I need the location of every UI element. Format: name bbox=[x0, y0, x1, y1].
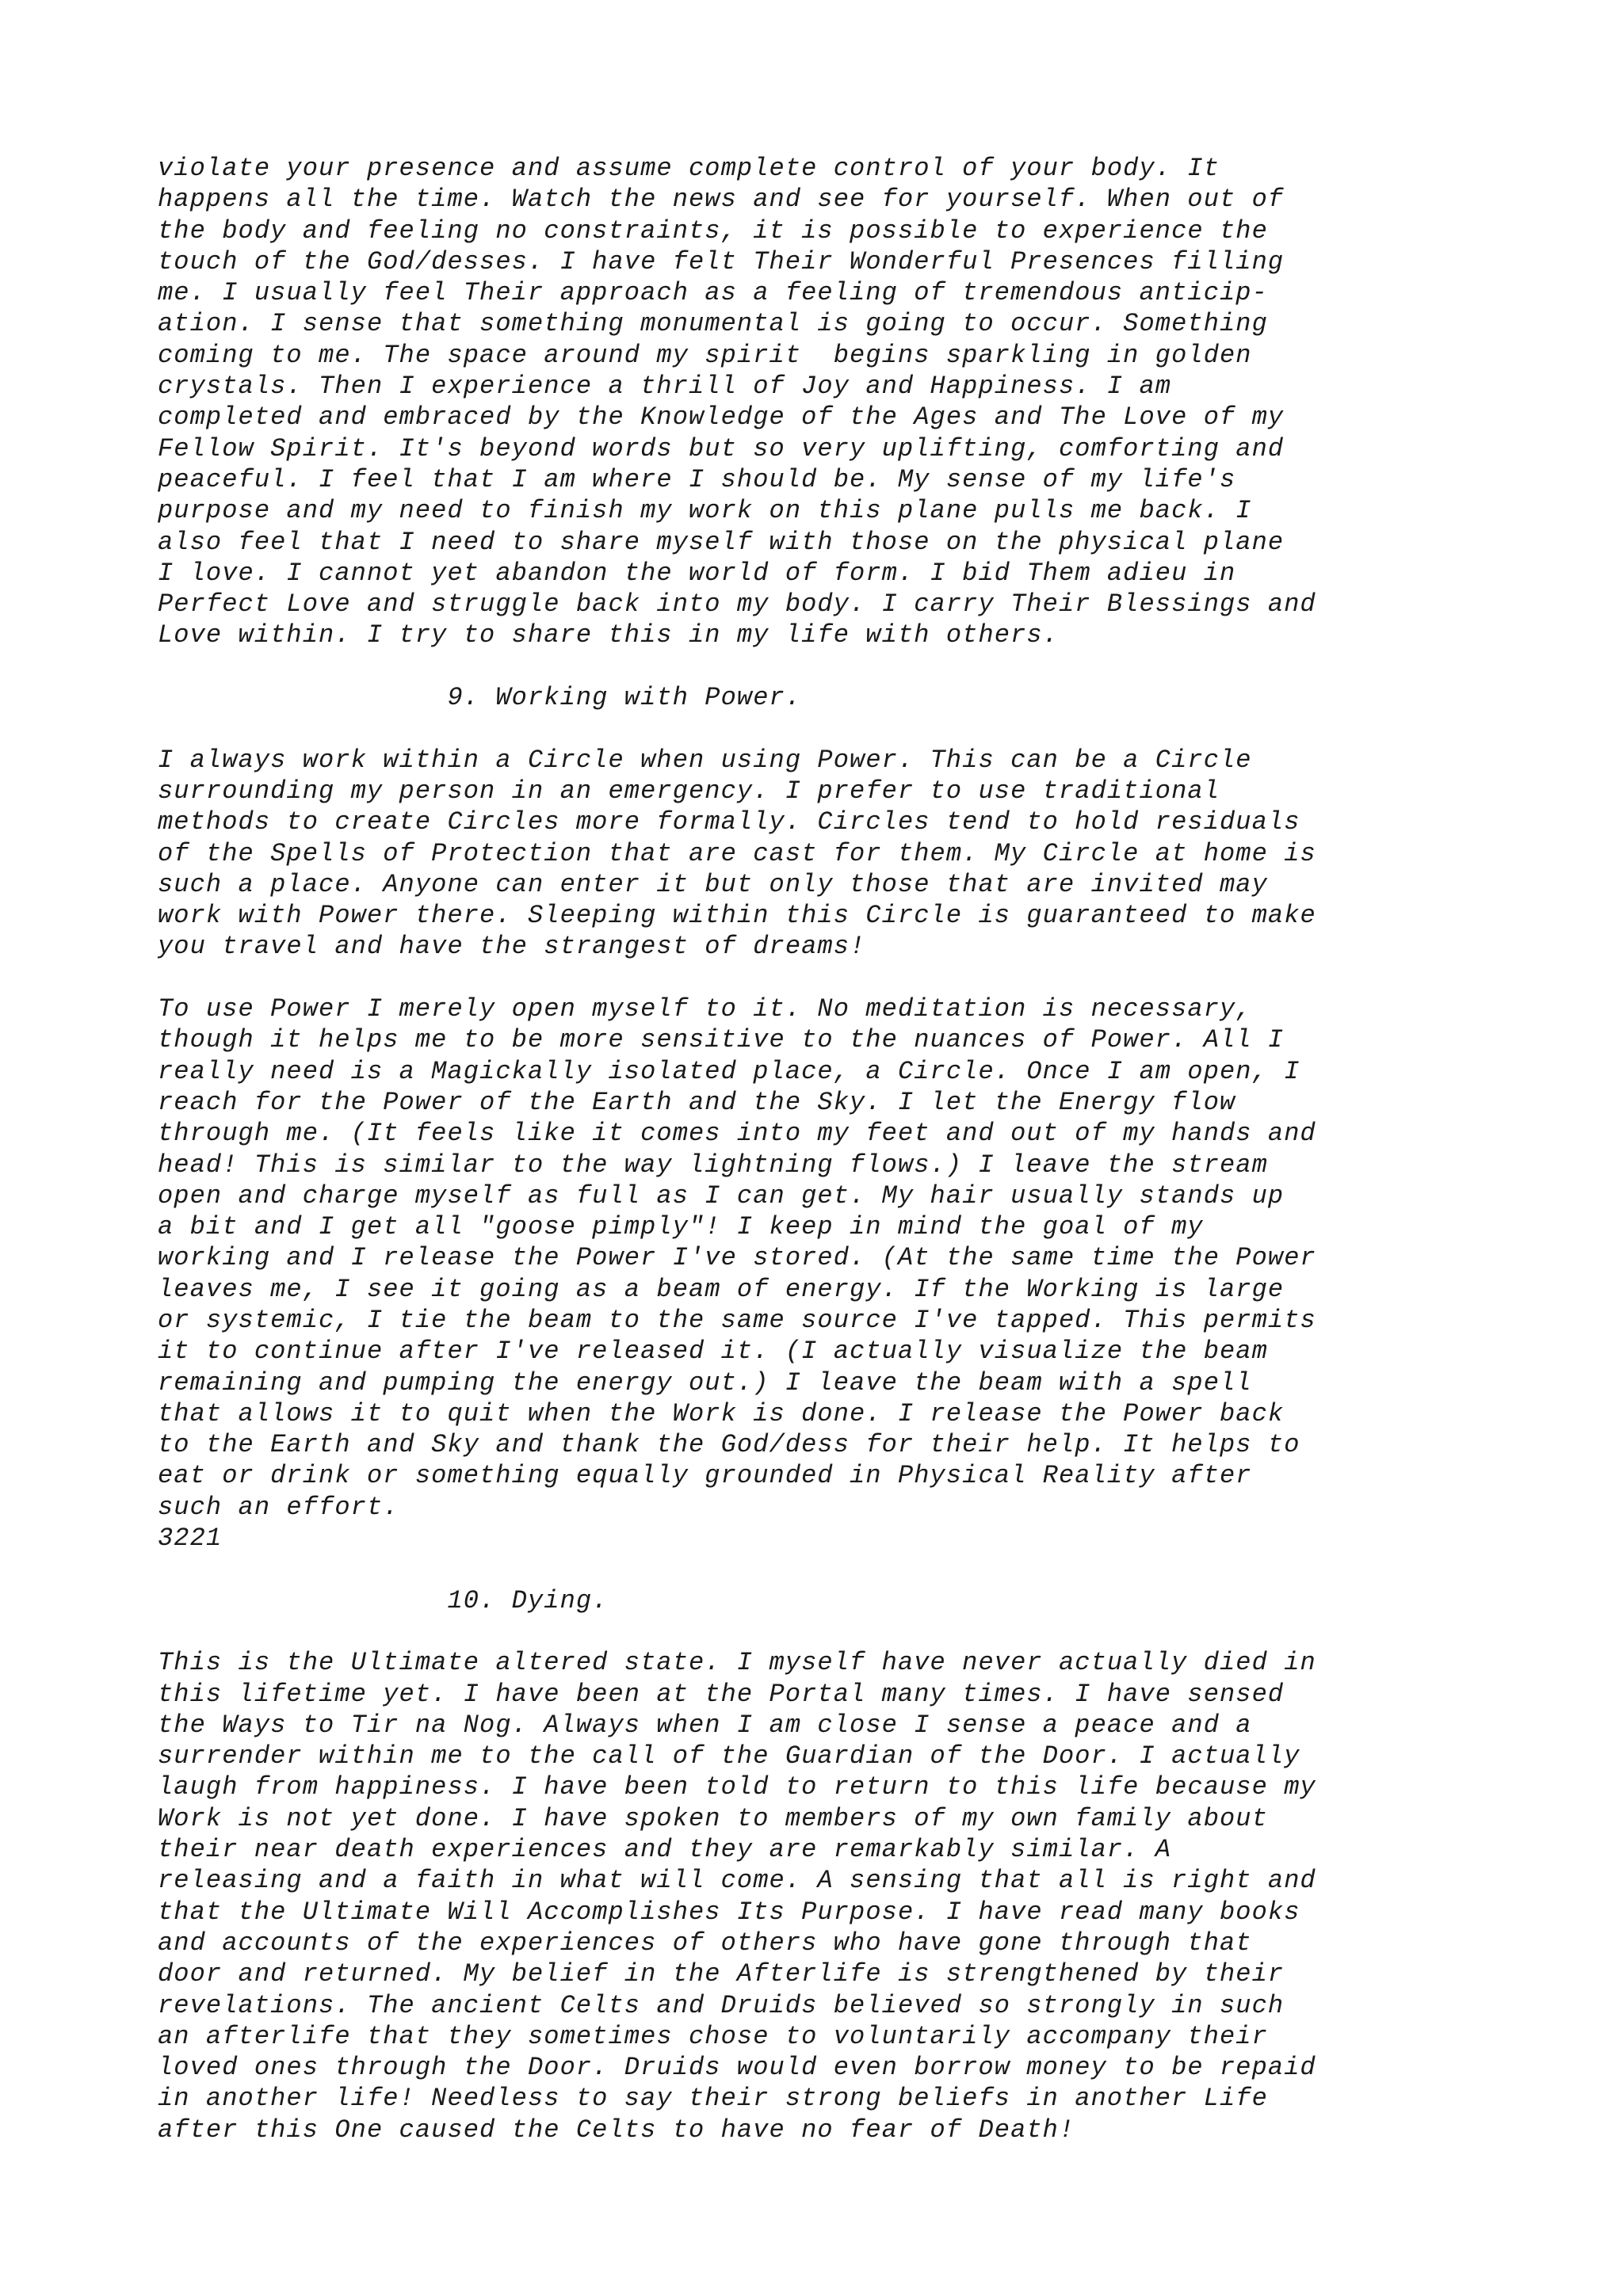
text-line: ation. I sense that something monumental is going to occur. Something bbox=[158, 309, 1268, 339]
text-line: it to continue after I've released it. (I actually visualize the beam bbox=[158, 1337, 1268, 1367]
text-line: you travel and have the strangest of dreams! bbox=[158, 932, 866, 962]
text-line: Perfect Love and struggle back into my body. I carry Their Blessings and bbox=[158, 589, 1316, 620]
blank-line bbox=[158, 963, 1473, 994]
text-line: their near death experiences and they are remarkably similar. A bbox=[158, 1835, 1172, 1865]
text-line: laugh from happiness. I have been told to return to this life because my bbox=[158, 1772, 1316, 1802]
paragraph-circle bbox=[158, 745, 1473, 963]
text-line: To use Power I merely open myself to it. No meditation is necessary, bbox=[158, 994, 1252, 1024]
blank-line bbox=[158, 1554, 1473, 1585]
text-line: the Ways to Tir na Nog. Always when I am close I sense a peace and a bbox=[158, 1710, 1252, 1740]
page-number: 3221 bbox=[158, 1524, 223, 1554]
text-line: work with Power there. Sleeping within this Circle is guaranteed to make bbox=[158, 901, 1316, 931]
text-line: of the Spells of Protection that are cast for them. My Circle at home is bbox=[158, 838, 1316, 868]
text-line: remaining and pumping the energy out.) I leave the beam with a spell bbox=[158, 1367, 1252, 1398]
section-heading-dying: 10. Dying. bbox=[158, 1585, 609, 1615]
text-line: purpose and my need to finish my work on this plane pulls me back. I bbox=[158, 496, 1252, 526]
blank-line bbox=[158, 713, 1473, 744]
text-line: Work is not yet done. I have spoken to members of my own family about bbox=[158, 1803, 1268, 1833]
text-line: though it helps me to be more sensitive to the nuances of Power. All I bbox=[158, 1025, 1285, 1055]
text-line: an afterlife that they sometimes chose to voluntarily accompany their bbox=[158, 2021, 1268, 2051]
blank-line bbox=[158, 1616, 1473, 1647]
text-line: head! This is similar to the way lightning flows.) I leave the stream bbox=[158, 1150, 1268, 1180]
text-line: working and I release the Power I've stored. (At the same time the Power bbox=[158, 1243, 1316, 1273]
text-line: coming to me. The space around my spirit begins sparkling in golden bbox=[158, 340, 1252, 370]
text-line: Love within. I try to share this in my life with others. bbox=[158, 620, 1059, 650]
text-line: surrender within me to the call of the Guardian of the Door. I actually bbox=[158, 1741, 1300, 1772]
text-line: revelations. The ancient Celts and Druids believed so strongly in such bbox=[158, 1990, 1285, 2020]
text-line: open and charge myself as full as I can get. My hair usually stands up bbox=[158, 1180, 1285, 1211]
text-line: through me. (It feels like it comes into my feet and out of my hands and bbox=[158, 1119, 1316, 1149]
section-heading-working-with-power: 9. Working with Power. bbox=[158, 683, 802, 713]
text-line: completed and embraced by the Knowledge of the Ages and The Love of my bbox=[158, 402, 1285, 433]
text-line: reach for the Power of the Earth and the Sky. I let the Energy flow bbox=[158, 1087, 1236, 1117]
text-line: and accounts of the experiences of others who have gone through that bbox=[158, 1928, 1252, 1958]
text-line: Fellow Spirit. It's beyond words but so very uplifting, comforting and bbox=[158, 433, 1285, 463]
blank-line bbox=[158, 651, 1473, 682]
text-line: I love. I cannot yet abandon the world of form. I bid Them adieu in bbox=[158, 558, 1236, 588]
text-line: methods to create Circles more formally. Circles tend to hold residuals bbox=[158, 807, 1300, 837]
text-line: to the Earth and Sky and thank the God/dess for their help. It helps to bbox=[158, 1430, 1300, 1460]
text-line: violate your presence and assume complete control of your body. It bbox=[158, 154, 1220, 183]
text-line: door and returned. My belief in the Afterlife is strengthened by their bbox=[158, 1959, 1285, 1989]
text-line: crystals. Then I experience a thrill of Joy and Happiness. I am bbox=[158, 372, 1172, 402]
text-line: loved ones through the Door. Druids would even borrow money to be repaid bbox=[158, 2053, 1316, 2083]
text-line: that allows it to quit when the Work is done. I release the Power back bbox=[158, 1398, 1285, 1428]
text-line: really need is a Magickally isolated place, a Circle. Once I am open, I bbox=[158, 1056, 1300, 1086]
text-line: a bit and I get all "goose pimply"! I keep in mind the goal of my bbox=[158, 1212, 1204, 1242]
text-line: touch of the God/desses. I have felt Their Wonderful Presences filling bbox=[158, 246, 1285, 277]
text-line: also feel that I need to share myself with those on the physical plane bbox=[158, 527, 1285, 557]
paragraph-out-of-body bbox=[158, 153, 1473, 651]
text-line: in another life! Needless to say their strong beliefs in another Life bbox=[158, 2084, 1268, 2114]
text-line: such an effort. bbox=[158, 1492, 399, 1522]
document-page bbox=[158, 153, 1473, 2145]
text-line: This is the Ultimate altered state. I myself have never actually died in bbox=[158, 1648, 1316, 1678]
text-line: such a place. Anyone can enter it but only those that are invited may bbox=[158, 869, 1268, 899]
paragraph-using-power bbox=[158, 994, 1473, 1554]
text-line: peaceful. I feel that I am where I should be. My sense of my life's bbox=[158, 464, 1236, 494]
text-line: I always work within a Circle when using Power. This can be a Circle bbox=[158, 745, 1252, 775]
text-line: the body and feeling no constraints, it is possible to experience the bbox=[158, 215, 1268, 246]
text-line: after this One caused the Celts to have no fear of Death! bbox=[158, 2115, 1075, 2145]
text-line: happens all the time. Watch the news and see for yourself. When out of bbox=[158, 185, 1285, 215]
text-line: leaves me, I see it going as a beam of energy. If the Working is large bbox=[158, 1274, 1285, 1304]
text-line: that the Ultimate Will Accomplishes Its Purpose. I have read many books bbox=[158, 1897, 1300, 1927]
text-line: releasing and a faith in what will come. A sensing that all is right and bbox=[158, 1866, 1316, 1896]
text-line: this lifetime yet. I have been at the Portal many times. I have sensed bbox=[158, 1679, 1285, 1709]
text-line: eat or drink or something equally grounded in Physical Reality after bbox=[158, 1461, 1252, 1491]
text-line: me. I usually feel Their approach as a feeling of tremendous anticip- bbox=[158, 278, 1268, 308]
paragraph-dying bbox=[158, 1647, 1473, 2145]
text-line: surrounding my person in an emergency. I prefer to use traditional bbox=[158, 776, 1220, 806]
text-line: or systemic, I tie the beam to the same source I've tapped. This permits bbox=[158, 1305, 1316, 1335]
